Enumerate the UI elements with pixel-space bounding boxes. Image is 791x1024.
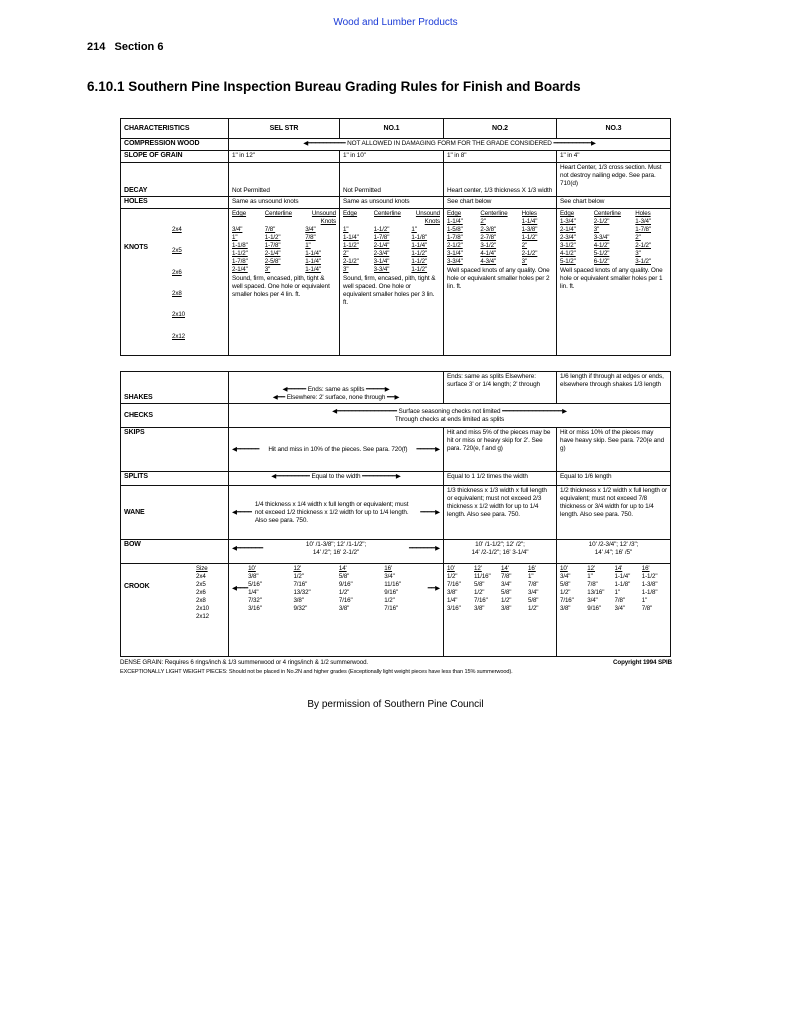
header-no1: NO.1 bbox=[340, 119, 444, 139]
knot-value: 1-1/2" bbox=[343, 242, 359, 249]
crook-length-header: 14' bbox=[614, 565, 623, 572]
right-arrow-icon: ━━▶ bbox=[427, 585, 440, 592]
left-arrow-icon: ◀━━━ bbox=[232, 585, 249, 592]
crook-length-header: 10' bbox=[248, 565, 256, 572]
crook-sel-no1 bbox=[229, 564, 444, 657]
knot-column-header: Edge bbox=[232, 210, 247, 217]
skips-no2: Hit and miss 5% of the pieces may be hit or miss or heavy skip for 2'. See para. 720(e, f and g) bbox=[444, 428, 557, 472]
knot-column-header: Centerline bbox=[373, 210, 401, 217]
right-arrow-icon: ━━━━━▶ bbox=[416, 445, 440, 453]
crook-size-header: Size bbox=[196, 565, 208, 572]
knot-value: 2-1/4" bbox=[232, 266, 248, 273]
knot-value: 1-1/2" bbox=[411, 258, 428, 265]
knot-value: 2" bbox=[343, 250, 349, 257]
crook-value: 9/16" bbox=[338, 581, 353, 588]
knot-values-grid bbox=[232, 210, 336, 274]
wane-sel-no1: ◀━━━━ 1/4 thickness x 1/4 width x full length or equivalent; must not exceed 1/2 thickness x 1/2 width for up to 1/4 length. Also see para. 750. ━━━━▶ bbox=[229, 486, 444, 540]
crook-value: 5/8" bbox=[474, 581, 485, 588]
decay-no2: Heart center, 1/3 thickness X 1/3 width bbox=[444, 163, 557, 197]
knot-value: 1-7/8" bbox=[232, 258, 248, 265]
crook-value: 7/8" bbox=[501, 573, 512, 580]
header-no3: NO.3 bbox=[557, 119, 671, 139]
crook-length-header: 14' bbox=[501, 565, 509, 572]
figure-caption: By permission of Southern Pine Council bbox=[307, 699, 484, 710]
crook-size: 2x12 bbox=[196, 613, 210, 620]
crook-size: 2x4 bbox=[196, 573, 206, 580]
crook-value: 5/8" bbox=[501, 589, 512, 596]
grading-table-2 bbox=[120, 371, 670, 657]
knot-value: 1-1/4" bbox=[305, 250, 321, 257]
knot-note: Well spaced knots of any quality. One hole or equivalent smaller holes per 1 lin. ft. bbox=[560, 267, 663, 290]
knot-value: 1-1/4" bbox=[521, 218, 538, 225]
crook-value: 3/4" bbox=[614, 605, 625, 612]
crook-value: 1/2" bbox=[384, 597, 395, 604]
knot-value: 1-1/4" bbox=[411, 242, 428, 249]
crook-value: 3/8" bbox=[248, 573, 259, 580]
row-label-knots: KNOTS bbox=[124, 244, 149, 251]
wane-no3: 1/2 thickness x 1/2 width x full length or equivalent; must not exceed 7/8 thickness or 3/4 width for up to 1/4 length. Also see para. 750. bbox=[557, 486, 671, 540]
checks-rule bbox=[229, 404, 671, 428]
crook-value: 7/8" bbox=[614, 597, 625, 604]
skips-sel-no1: ◀━━━━━━ Hit and miss in 10% of the pieces. See para. 720(f) ━━━━━▶ bbox=[229, 428, 444, 472]
splits-sel-no1: ◀━━━━━━━━━ Equal to the width ━━━━━━━━━▶ bbox=[229, 472, 444, 486]
knots-no1 bbox=[340, 209, 444, 356]
crook-value: 9/16" bbox=[384, 589, 399, 596]
knot-value: 1-1/4" bbox=[305, 258, 321, 265]
crook-length-header: 12' bbox=[474, 565, 482, 572]
knot-value: 2-1/2" bbox=[593, 218, 610, 225]
knot-value: 3-1/2" bbox=[560, 242, 576, 249]
splits-no2: Equal to 1 1/2 times the width bbox=[444, 472, 557, 486]
crook-value: 3/4" bbox=[587, 597, 598, 604]
shakes-line-2: ◀━━ Elsewhere: 2' surface, none through ━━▶ bbox=[272, 394, 400, 401]
knot-column-header: Holes bbox=[521, 210, 537, 217]
knot-column-header: Edge bbox=[560, 210, 575, 217]
knot-note: Sound, firm, encased, pith, tight & well spaced. One hole or equivalent smaller holes per 4 lin. ft. bbox=[232, 275, 330, 298]
compression-wood-rule: ◀━━━━━━━━━━ NOT ALLOWED IN DAMAGING FORM FOR THE GRADE CONSIDERED ━━━━━━━━━━▶ bbox=[229, 139, 671, 151]
bow-sel-no1: ◀━━━━━━━ 10' /1-3/8"; 12' /1-1/2"; 14' /2"; 16' 2-1/2" ━━━━━━━▶ bbox=[229, 540, 444, 564]
crook-value: 1/2" bbox=[293, 573, 304, 580]
crook-value: 3/16" bbox=[447, 605, 461, 612]
knot-size: 2x5 bbox=[172, 247, 182, 255]
knot-value: 4-3/4" bbox=[480, 258, 497, 265]
crook-value: 7/16" bbox=[447, 581, 461, 588]
wane-no2: 1/3 thickness x 1/3 width x full length or equivalent; must not exceed 2/3 thickness x 1/2 width for up to 1/4 length. Also see para. 750. bbox=[444, 486, 557, 540]
crook-values-grid bbox=[447, 565, 553, 613]
holes-sel-str: Same as unsound knots bbox=[229, 197, 340, 209]
knot-value: 1" bbox=[343, 226, 349, 233]
knot-value: 5-1/2" bbox=[560, 258, 576, 265]
knot-value: 1-3/4" bbox=[635, 218, 651, 225]
row-label-slope-of-grain: SLOPE OF GRAIN bbox=[121, 151, 229, 163]
holes-no3: See chart below bbox=[557, 197, 671, 209]
crook-value: 3/8" bbox=[447, 589, 458, 596]
knot-value: 1-1/2" bbox=[264, 234, 281, 241]
knot-value: 2-1/4" bbox=[264, 250, 281, 257]
knot-value: 1" bbox=[305, 242, 311, 249]
row-label-decay: DECAY bbox=[121, 163, 229, 197]
knot-column-header: Centerline bbox=[480, 210, 508, 217]
slope-no2: 1" in 8" bbox=[444, 151, 557, 163]
bow-no2: 10' /1-1/2"; 12' /2"; 14' /2-1/2"; 16' 3-1/4" bbox=[444, 540, 557, 564]
knot-value: 6-1/2" bbox=[593, 258, 610, 265]
crook-size-list bbox=[196, 565, 209, 621]
row-label-holes: HOLES bbox=[121, 197, 229, 209]
crook-value: 9/16" bbox=[587, 605, 601, 612]
left-arrow-icon: ◀━━━━━━ bbox=[232, 445, 260, 453]
crook-value: 1/2" bbox=[447, 573, 458, 580]
knot-value: 3-3/4" bbox=[593, 234, 610, 241]
slope-no1: 1" in 10" bbox=[340, 151, 444, 163]
footnote-light-weight: EXCEPTIONALLY LIGHT WEIGHT PIECES: Should not be placed in No.2N and higher grades (Exceptionally light weight pieces have less than 15% summerwood). bbox=[120, 668, 513, 675]
knot-value: 3-3/4" bbox=[373, 266, 390, 273]
bow-no3: 10' /2-3/4"; 12' /3"; 14' /4"; 16' /5" bbox=[557, 540, 671, 564]
knot-value: 2" bbox=[521, 242, 528, 249]
crook-value: 1/4" bbox=[248, 589, 259, 596]
crook-value: 1" bbox=[641, 597, 648, 604]
crook-value: 11/16" bbox=[384, 581, 401, 588]
decay-no3: Heart Center, 1/3 cross section. Must not destroy nailing edge. See para. 710(d) bbox=[557, 163, 671, 197]
knot-value: 2" bbox=[480, 218, 486, 225]
knot-value: 2-3/4" bbox=[373, 250, 390, 257]
crook-length-header: 16' bbox=[641, 565, 650, 572]
slope-sel-str: 1" in 12" bbox=[229, 151, 340, 163]
knot-column-header: Unsound Knots bbox=[415, 210, 440, 225]
crook-value: 7/8" bbox=[587, 581, 598, 588]
crook-value: 3/8" bbox=[293, 597, 304, 604]
knot-size: 2x4 bbox=[172, 226, 182, 233]
crook-value: 1-1/2" bbox=[641, 573, 658, 580]
knot-value: 2-3/4" bbox=[560, 234, 576, 241]
knot-value: 4-1/4" bbox=[480, 250, 497, 257]
crook-value: 1" bbox=[587, 573, 593, 580]
knot-value: 1-1/2" bbox=[232, 250, 248, 257]
row-label-wane: WANE bbox=[121, 486, 229, 540]
shakes-line-1: ◀━━━━━ Ends: same as splits ━━━━━▶ bbox=[282, 386, 390, 393]
knot-note: Well spaced knots of any quality. One hole or equivalent smaller holes per 2 lin. ft. bbox=[447, 267, 550, 290]
crook-length-header: 10' bbox=[560, 565, 568, 572]
knot-value: 1-3/4" bbox=[560, 218, 576, 225]
knot-value: 1" bbox=[411, 226, 417, 233]
knots-no3 bbox=[557, 209, 671, 356]
running-head: Wood and Lumber Products bbox=[333, 17, 458, 28]
knot-value: 3/4" bbox=[305, 226, 316, 233]
knot-value: 7/8" bbox=[305, 234, 316, 241]
footnotes bbox=[120, 659, 672, 679]
knot-value: 4-1/2" bbox=[560, 250, 576, 257]
knot-value: 2-1/4" bbox=[560, 226, 576, 233]
crook-value: 1-1/8" bbox=[641, 589, 658, 596]
crook-length-header: 12' bbox=[587, 565, 596, 572]
section-label: Section 6 bbox=[114, 41, 164, 53]
row-label-bow: BOW bbox=[121, 540, 229, 564]
crook-value: 1-1/4" bbox=[614, 573, 631, 580]
checks-line-2: Through checks at ends limited as splits bbox=[394, 415, 505, 423]
section-title: 6.10.1 Southern Pine Inspection Bureau Grading Rules for Finish and Boards bbox=[87, 79, 581, 94]
header-characteristics: CHARACTERISTICS bbox=[121, 119, 229, 139]
knot-size-list bbox=[172, 210, 185, 354]
knot-column-header: Centerline bbox=[264, 210, 292, 217]
crook-value: 1/2" bbox=[474, 589, 485, 596]
knot-value: 2-1/2" bbox=[343, 258, 359, 265]
page-number: 214 bbox=[87, 41, 106, 53]
crook-value: 7/16" bbox=[384, 605, 399, 612]
decay-sel-str: Not Permitted bbox=[229, 163, 340, 197]
knot-size: 2x10 bbox=[172, 311, 186, 319]
knot-value: 2-1/2" bbox=[447, 242, 463, 249]
knots-no2 bbox=[444, 209, 557, 356]
crook-value: 1/2" bbox=[528, 605, 539, 612]
knot-values-grid bbox=[447, 210, 553, 266]
knot-value: 2-1/4" bbox=[373, 242, 390, 249]
crook-value: 3/8" bbox=[338, 605, 350, 612]
knot-value: 1-1/2" bbox=[411, 266, 428, 273]
knot-value: 3" bbox=[593, 226, 600, 233]
splits-no3: Equal to 1/6 length bbox=[557, 472, 671, 486]
crook-value: 3/4" bbox=[384, 573, 395, 580]
crook-value: 5/8" bbox=[528, 597, 539, 604]
crook-value: 1/2" bbox=[338, 589, 350, 596]
shakes-sel-no1 bbox=[229, 372, 444, 404]
left-arrow-icon: ◀━━━━━━━ bbox=[232, 545, 264, 552]
crook-value: 1" bbox=[528, 573, 534, 580]
crook-size: 2x5 bbox=[196, 581, 206, 588]
knots-label-cell bbox=[121, 209, 229, 356]
knot-value: 1-1/2" bbox=[411, 250, 428, 257]
copyright: Copyright 1994 SPIB bbox=[613, 659, 672, 666]
header-no2: NO.2 bbox=[444, 119, 557, 139]
row-label-checks: CHECKS bbox=[121, 404, 229, 428]
crook-value: 13/16" bbox=[587, 589, 605, 596]
crook-length-header: 12' bbox=[293, 565, 302, 572]
knot-value: 1-1/4" bbox=[343, 234, 359, 241]
knot-value: 7/8" bbox=[264, 226, 276, 233]
shakes-no2: Ends: same as splits Elsewhere: surface 3' or 1/4 length; 2' through bbox=[444, 372, 557, 404]
crook-value: 7/16" bbox=[293, 581, 308, 588]
row-label-skips: SKIPS bbox=[121, 428, 229, 472]
knot-column-header: Edge bbox=[447, 210, 462, 217]
knot-size: 2x12 bbox=[172, 332, 186, 340]
knot-value: 3-1/2" bbox=[480, 242, 497, 249]
crook-value: 13/32" bbox=[293, 589, 311, 596]
crook-value: 5/8" bbox=[560, 581, 571, 588]
knot-value: 3" bbox=[521, 258, 528, 265]
knot-value: 1-1/2" bbox=[373, 226, 390, 233]
knot-value: 2-7/8" bbox=[480, 234, 497, 241]
knot-value: 1-7/8" bbox=[373, 234, 390, 241]
slope-no3: 1" in 4" bbox=[557, 151, 671, 163]
crook-size: 2x10 bbox=[196, 605, 210, 612]
crook-value: 1" bbox=[614, 589, 620, 596]
crook-value: 3/8" bbox=[501, 605, 512, 612]
crook-label-cell bbox=[121, 564, 229, 657]
holes-no1: Same as unsound knots bbox=[340, 197, 444, 209]
crook-value: 1/4" bbox=[447, 597, 458, 604]
knot-value: 1-1/8" bbox=[232, 242, 248, 249]
page-number-section bbox=[87, 41, 163, 53]
crook-value: 11/16" bbox=[474, 573, 491, 580]
crook-value: 5/16" bbox=[248, 581, 262, 588]
checks-line-1: ◀━━━━━━━━━━━━━━━━ Surface seasoning checks not limited ━━━━━━━━━━━━━━━━▶ bbox=[332, 407, 567, 415]
crook-value: 7/8" bbox=[528, 581, 539, 588]
crook-value: 7/16" bbox=[560, 597, 574, 604]
knot-value: 3-1/4" bbox=[447, 250, 463, 257]
knot-value: 1-5/8" bbox=[447, 226, 463, 233]
skips-no3: Hit or miss 10% of the pieces may have heavy skip. See para. 720(e and g) bbox=[557, 428, 671, 472]
crook-value: 7/32" bbox=[248, 597, 262, 604]
knot-values-grid bbox=[560, 210, 667, 266]
knot-value: 3" bbox=[343, 266, 349, 273]
crook-length-header: 16' bbox=[384, 565, 393, 572]
crook-value: 1-3/8" bbox=[641, 581, 658, 588]
knot-size: 2x8 bbox=[172, 289, 182, 297]
crook-length-header: 10' bbox=[447, 565, 455, 572]
crook-value: 3/16" bbox=[248, 605, 262, 612]
knot-value: 1-7/8" bbox=[635, 226, 651, 233]
decay-no1: Not Permitted bbox=[340, 163, 444, 197]
crook-value: 9/32" bbox=[293, 605, 308, 612]
knot-value: 5-1/2" bbox=[593, 250, 610, 257]
knot-values-grid bbox=[343, 210, 440, 274]
knot-value: 1-7/8" bbox=[264, 242, 281, 249]
knot-value: 1-1/4" bbox=[447, 218, 463, 225]
crook-value: 5/8" bbox=[338, 573, 350, 580]
grading-table-1 bbox=[120, 118, 670, 356]
crook-no3 bbox=[557, 564, 671, 657]
knot-value: 1-1/4" bbox=[305, 266, 321, 273]
left-arrow-icon: ◀━━━━ bbox=[232, 508, 252, 516]
knot-column-header: Unsound Knots bbox=[311, 210, 336, 225]
header-sel-str: SEL STR bbox=[229, 119, 340, 139]
right-arrow-icon: ━━━━▶ bbox=[420, 508, 440, 516]
row-label-crook: CROOK bbox=[124, 583, 150, 590]
crook-value: 3/8" bbox=[474, 605, 485, 612]
crook-value: 3/4" bbox=[501, 581, 512, 588]
crook-values-grid bbox=[560, 565, 667, 613]
knot-value: 1-1/8" bbox=[411, 234, 428, 241]
row-label-splits: SPLITS bbox=[121, 472, 229, 486]
knot-value: 1" bbox=[232, 234, 238, 241]
knot-value: 3-3/4" bbox=[447, 258, 463, 265]
crook-size: 2x6 bbox=[196, 589, 206, 596]
knot-value: 2-1/2" bbox=[521, 250, 538, 257]
knot-value: 2-1/2" bbox=[635, 242, 651, 249]
crook-value: 1/2" bbox=[501, 597, 512, 604]
knot-value: 3" bbox=[264, 266, 271, 273]
knot-value: 2" bbox=[635, 234, 641, 241]
knot-size: 2x6 bbox=[172, 268, 182, 276]
crook-value: 1/2" bbox=[560, 589, 571, 596]
knot-value: 1-3/8" bbox=[521, 226, 538, 233]
footnote-dense-grain: DENSE GRAIN: Requires 6 rings/inch & 1/3 summerwood or 4 rings/inch & 1/2 summerwood. bbox=[120, 659, 369, 666]
knot-value: 3/4" bbox=[232, 226, 243, 233]
knot-value: 4-1/2" bbox=[593, 242, 610, 249]
knot-value: 2-3/8" bbox=[480, 226, 497, 233]
holes-no2: See chart below bbox=[444, 197, 557, 209]
knot-column-header: Holes bbox=[635, 210, 651, 217]
crook-length-header: 16' bbox=[528, 565, 536, 572]
crook-value: 3/4" bbox=[560, 573, 571, 580]
row-label-shakes: SHAKES bbox=[121, 372, 229, 404]
crook-no2 bbox=[444, 564, 557, 657]
row-label-compression-wood: COMPRESSION WOOD bbox=[121, 139, 229, 151]
knot-value: 3" bbox=[635, 250, 641, 257]
crook-value: 7/16" bbox=[338, 597, 353, 604]
shakes-no3: 1/6 length if through at edges or ends, elsewhere through shakes 1/3 length bbox=[557, 372, 671, 404]
right-arrow-icon: ━━━━━━━▶ bbox=[408, 545, 440, 552]
crook-value: 3/8" bbox=[560, 605, 571, 612]
knot-value: 3-1/2" bbox=[635, 258, 651, 265]
crook-length-header: 14' bbox=[338, 565, 347, 572]
knot-column-header: Centerline bbox=[593, 210, 621, 217]
crook-values-grid bbox=[248, 565, 428, 613]
knots-sel-str bbox=[229, 209, 340, 356]
knot-value: 1-7/8" bbox=[447, 234, 463, 241]
knot-column-header: Edge bbox=[343, 210, 358, 217]
crook-size: 2x8 bbox=[196, 597, 206, 604]
knot-value: 1-1/2" bbox=[521, 234, 538, 241]
knot-note: Sound, firm, encased, pith, tight & well spaced. One hole or equivalent smaller holes per 3 lin. ft. bbox=[343, 275, 436, 306]
crook-value: 7/16" bbox=[474, 597, 488, 604]
knot-value: 3-1/4" bbox=[373, 258, 390, 265]
crook-value: 7/8" bbox=[641, 605, 653, 612]
crook-value: 3/4" bbox=[528, 589, 539, 596]
knot-value: 2-5/8" bbox=[264, 258, 281, 265]
crook-value: 1-1/8" bbox=[614, 581, 631, 588]
